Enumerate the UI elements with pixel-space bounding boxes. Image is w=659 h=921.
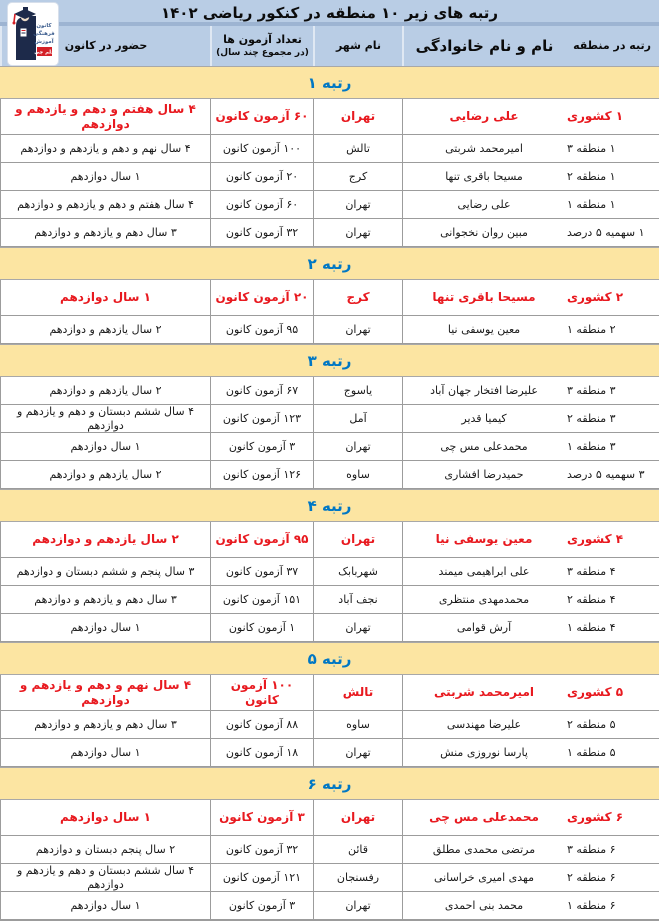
cell-rank: ۵ منطقه ۲	[565, 711, 659, 739]
cell-presence: ۴ سال هفتم و دهم و یازدهم و دوازدهم	[0, 191, 210, 219]
cell-city: تهران	[313, 614, 402, 642]
cell-rank: ۴ کشوری	[565, 522, 659, 558]
cell-rank: ۲ کشوری	[565, 280, 659, 316]
column-header-presence-label: حضور در کانون	[64, 39, 148, 53]
table-row	[0, 864, 659, 892]
cell-name: علی رضایی	[402, 99, 565, 135]
cell-presence: ۱ سال دوازدهم	[0, 280, 210, 316]
cell-exams: ۳ آزمون کانون	[210, 892, 313, 920]
cell-exams: ۱۰۰ آزمون کانون	[210, 675, 313, 711]
cell-rank: ۱ سهمیه ۵ درصد	[565, 219, 659, 247]
cell-rank: ۲ منطقه ۱	[565, 316, 659, 344]
cell-rank: ۶ منطقه ۲	[565, 864, 659, 892]
cell-city: نجف آباد	[313, 586, 402, 614]
cell-name: آرش قوامی	[402, 614, 565, 642]
cell-exams: ۳ آزمون کانون	[210, 433, 313, 461]
cell-rank: ۵ کشوری	[565, 675, 659, 711]
cell-name: مبین روان نخجوانی	[402, 219, 565, 247]
graduate-icon	[10, 6, 56, 62]
table-row	[0, 377, 659, 405]
table-row	[0, 558, 659, 586]
cell-presence: ۱ سال دوازدهم	[0, 614, 210, 642]
table-row	[0, 892, 659, 920]
cell-presence: ۱ سال دوازدهم	[0, 163, 210, 191]
cell-exams: ۳ آزمون کانون	[210, 800, 313, 836]
cell-city: شهربابک	[313, 558, 402, 586]
cell-name: علیرضا مهندسی	[402, 711, 565, 739]
cell-presence: ۲ سال یازدهم و دوازدهم	[0, 316, 210, 344]
cell-rank: ۱ کشوری	[565, 99, 659, 135]
cell-presence: ۱ سال دوازدهم	[0, 433, 210, 461]
cell-city: کرج	[313, 280, 402, 316]
table-row	[0, 711, 659, 739]
cell-city: تهران	[313, 739, 402, 767]
cell-presence: ۲ سال پنجم دبستان و دوازدهم	[0, 836, 210, 864]
cell-name: حمیدرضا افشاری	[402, 461, 565, 489]
cell-presence: ۴ سال هفتم و دهم و یازدهم و دوازدهم	[0, 99, 210, 135]
cell-name: محمدعلی مس چی	[402, 800, 565, 836]
table-row	[0, 836, 659, 864]
column-header-exams-sublabel: (در مجموع چند سال)	[216, 48, 309, 59]
table-row	[0, 163, 659, 191]
cell-presence: ۱ سال دوازدهم	[0, 739, 210, 767]
cell-exams: ۶۰ آزمون کانون	[210, 99, 313, 135]
cell-exams: ۹۵ آزمون کانون	[210, 522, 313, 558]
cell-presence: ۳ سال پنجم و ششم دبستان و دوازدهم	[0, 558, 210, 586]
cell-exams: ۲۰ آزمون کانون	[210, 163, 313, 191]
column-header-name	[402, 26, 565, 66]
title-bar	[0, 0, 659, 26]
cell-name: مهدی امیری خراسانی	[402, 864, 565, 892]
cell-presence: ۲ سال یازدهم و دوازدهم	[0, 377, 210, 405]
cell-rank: ۳ منطقه ۱	[565, 433, 659, 461]
cell-presence: ۳ سال دهم و یازدهم و دوازدهم	[0, 586, 210, 614]
cell-city: تهران	[313, 433, 402, 461]
cell-name: علی ابراهیمی میمند	[402, 558, 565, 586]
cell-name: محمدمهدی منتظری	[402, 586, 565, 614]
cell-name: معین یوسفی نیا	[402, 316, 565, 344]
cell-presence: ۱ سال دوازدهم	[0, 892, 210, 920]
cell-presence: ۳ سال دهم و یازدهم و دوازدهم	[0, 219, 210, 247]
cell-exams: ۳۲ آزمون کانون	[210, 836, 313, 864]
cell-presence: ۴ سال ششم دبستان و دهم و یازدهم و دوازدهم	[0, 405, 210, 433]
column-header-exams	[210, 26, 313, 66]
kanoon-logo	[8, 3, 58, 65]
cell-name: مسیحا باقری تنها	[402, 280, 565, 316]
cell-rank: ۱ منطقه ۲	[565, 163, 659, 191]
cell-city: تهران	[313, 522, 402, 558]
cell-presence: ۴ سال ششم دبستان و دهم و یازدهم و دوازدهم	[0, 864, 210, 892]
cell-name: معین یوسفی نیا	[402, 522, 565, 558]
cell-name: علیرضا افتخار جهان آباد	[402, 377, 565, 405]
cell-exams: ۲۰ آزمون کانون	[210, 280, 313, 316]
cell-name: امیرمحمد شربتی	[402, 675, 565, 711]
cell-exams: ۱۸ آزمون کانون	[210, 739, 313, 767]
cell-name: علی رضایی	[402, 191, 565, 219]
cell-city: رفسنجان	[313, 864, 402, 892]
column-header-city-label: نام شهر	[335, 39, 382, 53]
table-row	[0, 675, 659, 711]
cell-name: پارسا نوروزی منش	[402, 739, 565, 767]
cell-city: ساوه	[313, 461, 402, 489]
column-header-rank-label: رتبه در منطقه	[573, 39, 651, 53]
logo-line-1: کانون	[36, 23, 52, 29]
table-header-row	[0, 26, 659, 66]
cell-city: تهران	[313, 191, 402, 219]
rank-section-band: رتبه ۱	[0, 66, 659, 99]
cell-rank: ۶ کشوری	[565, 800, 659, 836]
table-row	[0, 800, 659, 836]
cell-name: امیرمحمد شربتی	[402, 135, 565, 163]
cell-exams: ۶۷ آزمون کانون	[210, 377, 313, 405]
cell-presence: ۲ سال یازدهم و دوازدهم	[0, 461, 210, 489]
page-title: رتبه های زیر ۱۰ منطقه در کنکور ریاضی ۱۴۰۲	[160, 3, 499, 22]
cell-exams: ۳۷ آزمون کانون	[210, 558, 313, 586]
cell-exams: ۸۸ آزمون کانون	[210, 711, 313, 739]
column-header-city	[313, 26, 402, 66]
cell-presence: ۱ سال دوازدهم	[0, 800, 210, 836]
cell-city: تهران	[313, 892, 402, 920]
table-row	[0, 191, 659, 219]
cell-rank: ۶ منطقه ۳	[565, 836, 659, 864]
cell-rank: ۴ منطقه ۳	[565, 558, 659, 586]
cell-city: کرج	[313, 163, 402, 191]
cell-name: مسیحا باقری تنها	[402, 163, 565, 191]
cell-city: تالش	[313, 135, 402, 163]
table-row	[0, 739, 659, 767]
cell-city: آمل	[313, 405, 402, 433]
cell-exams: ۱۵۱ آزمون کانون	[210, 586, 313, 614]
cell-exams: ۱۲۱ آزمون کانون	[210, 864, 313, 892]
table-row	[0, 461, 659, 489]
cell-city: یاسوج	[313, 377, 402, 405]
cell-name: کیمیا قدیر	[402, 405, 565, 433]
ranking-table	[0, 66, 659, 921]
table-row	[0, 99, 659, 135]
table-row	[0, 219, 659, 247]
cell-exams: ۱۲۶ آزمون کانون	[210, 461, 313, 489]
cell-rank: ۵ منطقه ۱	[565, 739, 659, 767]
column-header-name-label: نام و نام خانوادگی	[415, 36, 554, 55]
table-row	[0, 586, 659, 614]
cell-city: ساوه	[313, 711, 402, 739]
rank-section-band: رتبه ۲	[0, 247, 659, 280]
cell-exams: ۹۵ آزمون کانون	[210, 316, 313, 344]
cell-presence: ۴ سال نهم و دهم و یازدهم و دوازدهم	[0, 135, 210, 163]
table-row	[0, 522, 659, 558]
cell-name: محمد بنی احمدی	[402, 892, 565, 920]
cell-city: تهران	[313, 800, 402, 836]
cell-exams: ۱ آزمون کانون	[210, 614, 313, 642]
cell-rank: ۴ منطقه ۲	[565, 586, 659, 614]
table-row	[0, 614, 659, 642]
rank-section-band: رتبه ۴	[0, 489, 659, 522]
cell-rank: ۳ منطقه ۲	[565, 405, 659, 433]
cell-city: قائن	[313, 836, 402, 864]
table-row	[0, 405, 659, 433]
cell-name: محمدعلی مس چی	[402, 433, 565, 461]
column-header-rank	[565, 26, 659, 66]
cell-exams: ۱۲۳ آزمون کانون	[210, 405, 313, 433]
table-row	[0, 316, 659, 344]
cell-rank: ۳ سهمیه ۵ درصد	[565, 461, 659, 489]
column-header-exams-label: تعداد آزمون ها	[223, 32, 302, 46]
rank-section-band: رتبه ۵	[0, 642, 659, 675]
rank-section-band: رتبه ۳	[0, 344, 659, 377]
cell-exams: ۱۰۰ آزمون کانون	[210, 135, 313, 163]
cell-city: تهران	[313, 219, 402, 247]
rank-section-band: رتبه ۶	[0, 767, 659, 800]
cell-exams: ۶۰ آزمون کانون	[210, 191, 313, 219]
cell-rank: ۱ منطقه ۱	[565, 191, 659, 219]
cell-rank: ۶ منطقه ۱	[565, 892, 659, 920]
cell-exams: ۳۲ آزمون کانون	[210, 219, 313, 247]
logo-badge-text: قلم چی	[34, 49, 55, 56]
cell-rank: ۳ منطقه ۳	[565, 377, 659, 405]
cell-city: تهران	[313, 316, 402, 344]
table-row	[0, 280, 659, 316]
logo-line-2: فرهنگی	[33, 31, 55, 37]
cell-presence: ۳ سال دهم و یازدهم و دوازدهم	[0, 711, 210, 739]
table-row	[0, 433, 659, 461]
table-row	[0, 135, 659, 163]
cell-rank: ۱ منطقه ۳	[565, 135, 659, 163]
cell-presence: ۲ سال یازدهم و دوازدهم	[0, 522, 210, 558]
cell-city: تالش	[313, 675, 402, 711]
cell-presence: ۴ سال نهم و دهم و یازدهم و دوازدهم	[0, 675, 210, 711]
cell-city: تهران	[313, 99, 402, 135]
cell-rank: ۴ منطقه ۱	[565, 614, 659, 642]
logo-line-3: آموزش	[34, 39, 54, 45]
cell-name: مرتضی محمدی مطلق	[402, 836, 565, 864]
